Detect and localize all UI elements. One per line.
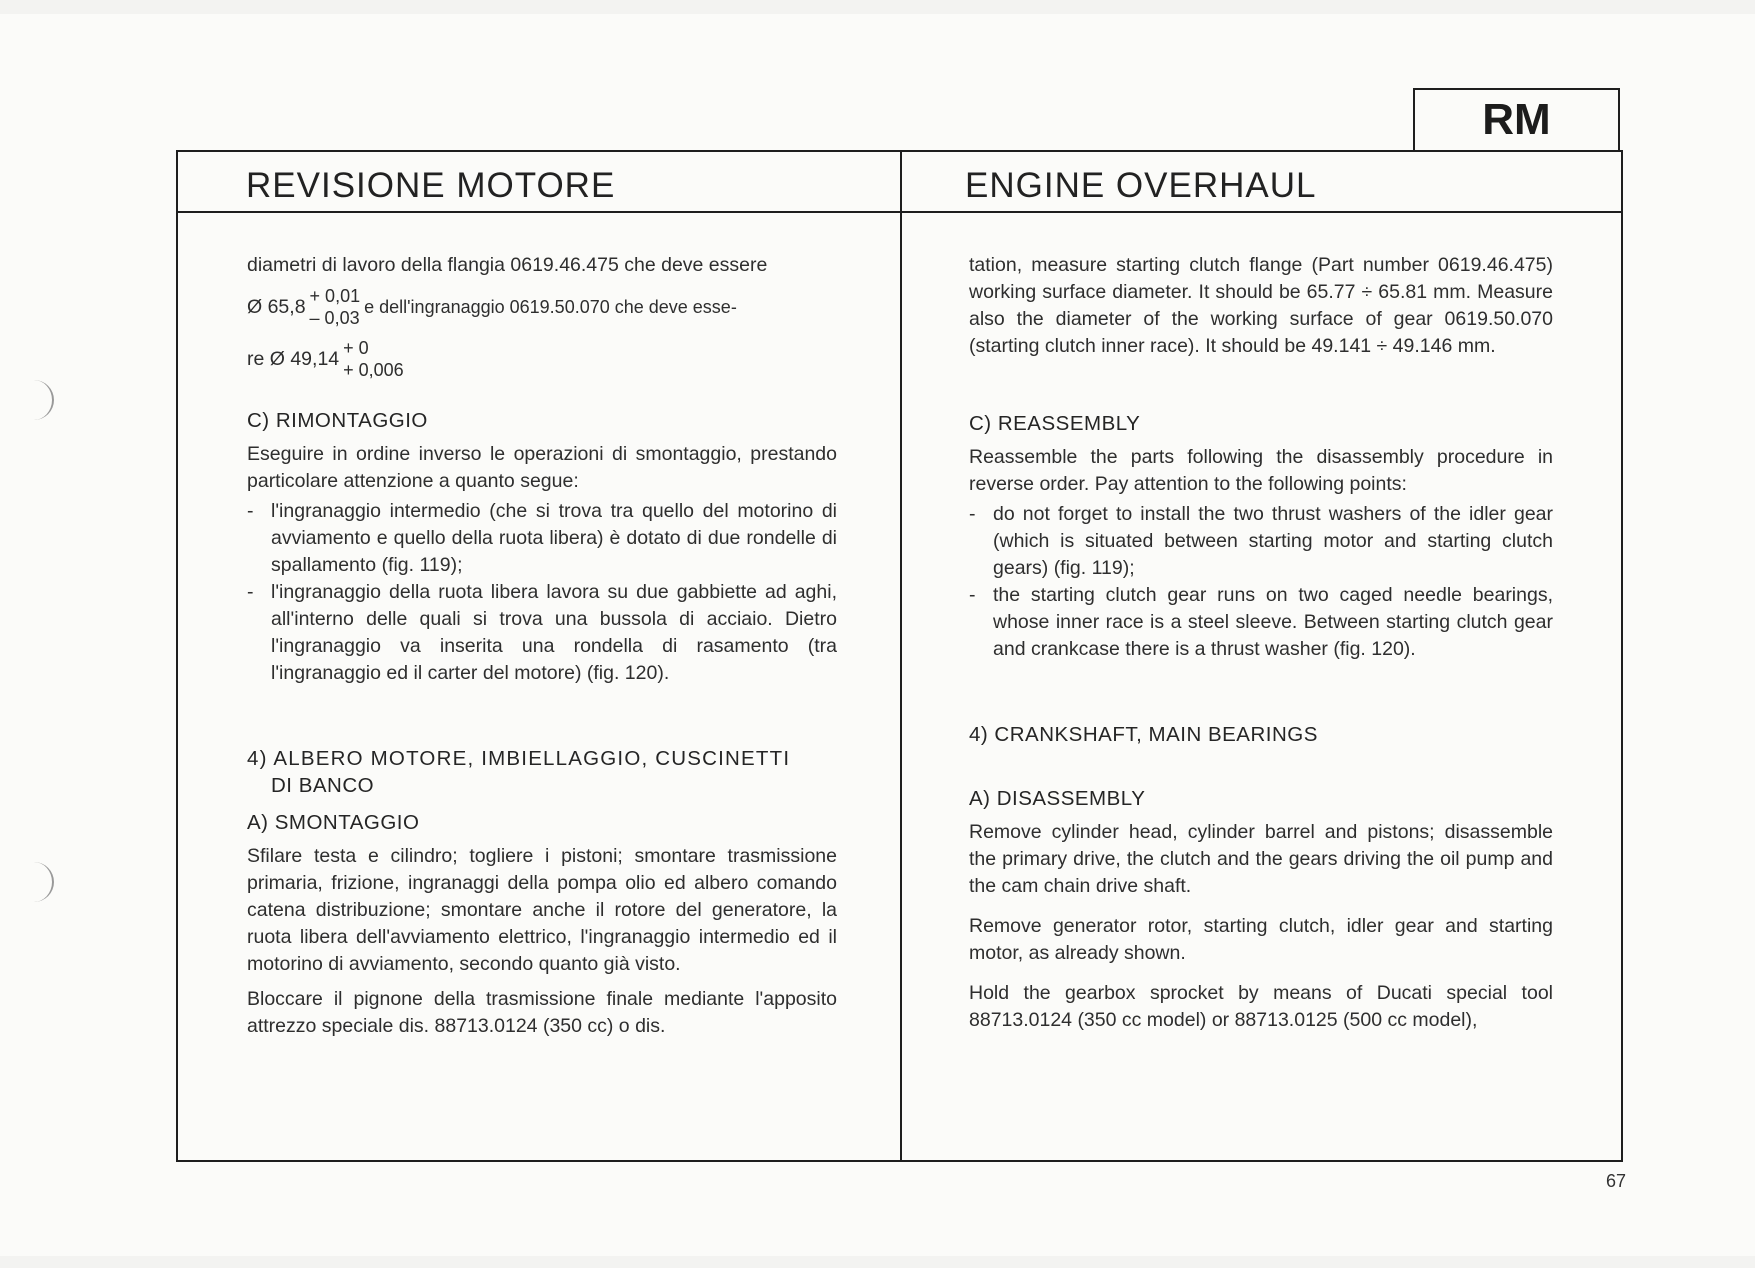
right-section-a-p1: Remove cylinder head, cylinder barrel and pistons; disassemble the primary drive, the clutch and the gears driving the oil pump and the cam chain drive shaft. <box>969 821 1553 897</box>
left-section-a-p1: Sfilare testa e cilindro; togliere i pistoni; smontare trasmissione primaria, frizione, ingranaggi della pompa olio ed albero comando catena distribuzione; smontare anche il rotore del generatore, la ruota libera dell'avviamento elettrico, l'ingranaggio intermedio ed il motorino di avviamento, secondo quanto già visto. <box>247 845 837 975</box>
right-section-a-p2: Remove generator rotor, starting clutch, idler gear and starting motor, as already shown. <box>969 915 1553 964</box>
column-divider <box>900 152 902 1160</box>
left-section-c-text: Eseguire in ordine inverso le operazioni di smontaggio, prestando particolare attenzione a quanto segue: <box>247 443 837 492</box>
right-section-c-text: Reassemble the parts following the disassembly procedure in reverse order. Pay attention to the following points: <box>969 446 1553 495</box>
left-section-c-title: C) RIMONTAGGIO <box>247 409 428 432</box>
left-header: REVISIONE MOTORE <box>246 166 616 205</box>
right-list-item: - the starting clutch gear runs on two caged needle bearings, whose inner race is a steel sleeve. Between starting clutch gear and crankcase there is a thrust washer (fig. 120). <box>969 584 1553 660</box>
left-list-item-text: l'ingranaggio della ruota libera lavora su due gabbiette ad aghi, all'interno delle quali si trova una bussola di acciaio. Dietro l'ingranaggio va inserita una rondella di rasamento (tra l'ingranaggio ed il carter del motore) (fig. 120). <box>271 581 837 684</box>
formula2-lower: + 0,006 <box>343 360 404 380</box>
right-section-c-title: C) REASSEMBLY <box>969 412 1141 435</box>
left-section-4-title-line2: DI BANCO <box>271 774 375 797</box>
left-formula-2 <box>247 337 837 381</box>
left-section-a-p2: Bloccare il pignone della trasmissione finale mediante l'apposito attrezzo speciale dis. 88713.0124 (350 cc) o dis. <box>247 988 837 1037</box>
formula1-tolerance <box>310 285 361 329</box>
right-header: ENGINE OVERHAUL <box>965 166 1317 205</box>
formula2-upper: + 0 <box>343 338 369 358</box>
formula1-suffix: e dell'ingranaggio 0619.50.070 che deve esse- <box>364 296 737 317</box>
left-column <box>247 252 837 1040</box>
formula2-prefix: re Ø 49,14 <box>247 347 340 370</box>
page-number: 67 <box>1606 1171 1627 1191</box>
right-column <box>969 252 1553 1034</box>
left-list-item: - l'ingranaggio intermedio (che si trova tra quello del motorino di avviamento e quello della ruota libera) è dotato di due rondelle di spallamento (fig. 119); <box>247 500 837 576</box>
left-list-item: - l'ingranaggio della ruota libera lavora su due gabbiette ad aghi, all'interno delle quali si trova una bussola di acciaio. Dietro l'ingranaggio va inserita una rondella di rasamento (tra l'ingranaggio ed il carter del motore) (fig. 120). <box>247 581 837 684</box>
right-list-item: - do not forget to install the two thrust washers of the idler gear (which is situated between starting motor and starting clutch gears) (fig. 119); <box>969 503 1553 579</box>
section-badge: RM <box>1413 88 1620 150</box>
left-section-4-title-line1: 4) ALBERO MOTORE, IMBIELLAGGIO, CUSCINETTI <box>247 747 791 770</box>
formula2-tolerance <box>343 337 404 381</box>
right-section-4-title: 4) CRANKSHAFT, MAIN BEARINGS <box>969 723 1318 746</box>
right-intro: tation, measure starting clutch flange (Part number 0619.46.475) working surface diameter. It should be 65.77 ÷ 65.81 mm. Measure also the diameter of the working surface of gear 0619.50.070 (starting clutch inner race). It should be 49.141 ÷ 49.146 mm. <box>969 254 1553 357</box>
left-section-a-title: A) SMONTAGGIO <box>247 811 420 834</box>
header-rule <box>178 211 1621 213</box>
right-list-item-text: the starting clutch gear runs on two caged needle bearings, whose inner race is a steel sleeve. Between starting clutch gear and crankcase there is a thrust washer (fig. 120). <box>993 584 1553 660</box>
right-section-a-p3: Hold the gearbox sprocket by means of Ducati special tool 88713.0124 (350 cc model) or 88713.0125 (500 cc model), <box>969 982 1553 1031</box>
left-intro-line: diametri di lavoro della flangia 0619.46.475 che deve essere <box>247 254 768 276</box>
right-section-a-title: A) DISASSEMBLY <box>969 787 1146 810</box>
left-section-4-title <box>247 745 837 799</box>
content-frame <box>176 150 1623 1162</box>
formula1-lower: – 0,03 <box>309 308 360 328</box>
formula1-prefix: Ø 65,8 <box>247 295 306 318</box>
left-formula-1 <box>247 285 837 329</box>
formula1-upper: + 0,01 <box>309 286 361 306</box>
right-list-item-text: do not forget to install the two thrust washers of the idler gear (which is situated between starting motor and starting clutch gears) (fig. 119); <box>993 503 1553 579</box>
left-list-item-text: l'ingranaggio intermedio (che si trova tra quello del motorino di avviamento e quello della ruota libera) è dotato di due rondelle di spallamento (fig. 119); <box>271 500 837 576</box>
